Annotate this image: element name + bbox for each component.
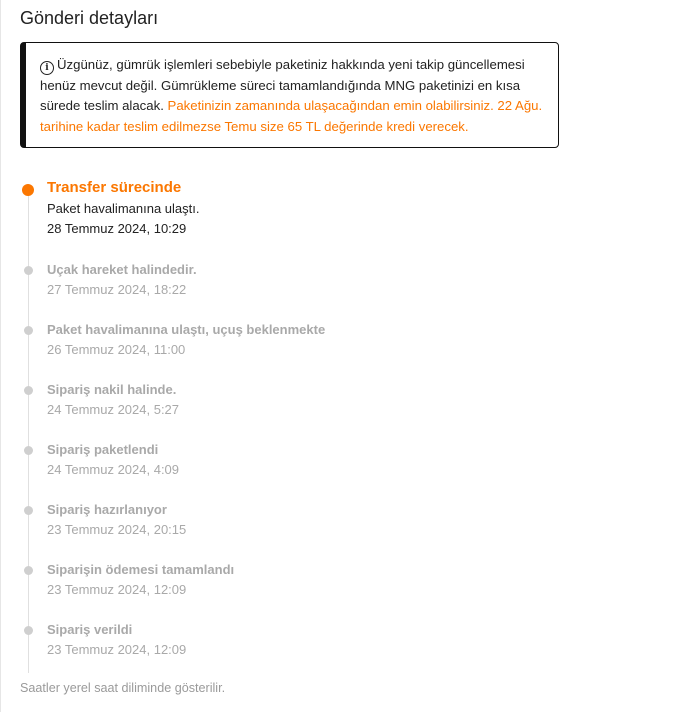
event-time: 24 Temmuz 2024, 5:27 [47,402,180,417]
event-time: 26 Temmuz 2024, 11:00 [47,342,186,357]
event-time: 23 Temmuz 2024, 12:09 [47,642,187,657]
event-title: Sipariş hazırlanıyor [47,502,167,517]
event-title: Paket havalimanına ulaştı, uçuş beklenmekte [47,322,326,337]
notice-text: Üzgünüz, gümrük işlemleri sebebiyle paketiniz hakkında yeni takip güncellemesi henüz mevcut değil. Gümrükleme süreci tamamlandığında MNG paketinizi en kısa sürede teslim alacak. [40,57,525,113]
timeline-dot-icon [24,266,33,275]
event-title: Sipariş nakil halinde. [47,382,177,397]
event-time: 27 Temmuz 2024, 18:22 [47,282,187,297]
event-title: Uçak hareket halindedir. [47,262,197,277]
info-icon: i [40,61,54,75]
event-time: 23 Temmuz 2024, 20:15 [47,522,187,537]
page-title: Gönderi detayları [20,8,159,28]
tracking-timeline [20,178,620,681]
timeline-dot-icon [24,626,33,635]
timeline-current-event [20,178,620,249]
event-time: 24 Temmuz 2024, 4:09 [47,462,180,477]
current-status-title: Transfer sürecinde [47,179,182,196]
timeline-dot-icon [24,566,33,575]
timeline-event [20,321,620,381]
notice-accent-text: Paketinizin zamanında ulaşacağından emin olabilirsiniz. 22 Ağu. tarihine kadar teslim edilmezse Temu size 65 TL değerinde kredi verecek. [40,98,543,134]
event-time: 23 Temmuz 2024, 12:09 [47,582,187,597]
event-title: Siparişin ödemesi tamamlandı [47,562,235,577]
timeline-event [20,261,620,321]
event-title: Sipariş verildi [47,622,133,637]
timeline-dot-icon [24,326,33,335]
timeline-event [20,561,620,621]
timeline-event [20,621,620,681]
timeline-event [20,381,620,441]
timeline-dot-icon [24,446,33,455]
customs-notice [20,42,559,148]
page-divider [0,0,1,712]
current-status-time: 28 Temmuz 2024, 10:29 [47,221,187,236]
timeline-event [20,441,620,501]
timeline-dot-icon [24,386,33,395]
timeline-active-dot-icon [22,184,34,196]
timezone-note: Saatler yerel saat diliminde gösterilir. [20,681,226,695]
timeline-event [20,501,620,561]
current-status-description: Paket havalimanına ulaştı. [47,201,200,216]
timeline-dot-icon [24,506,33,515]
event-title: Sipariş paketlendi [47,442,159,457]
